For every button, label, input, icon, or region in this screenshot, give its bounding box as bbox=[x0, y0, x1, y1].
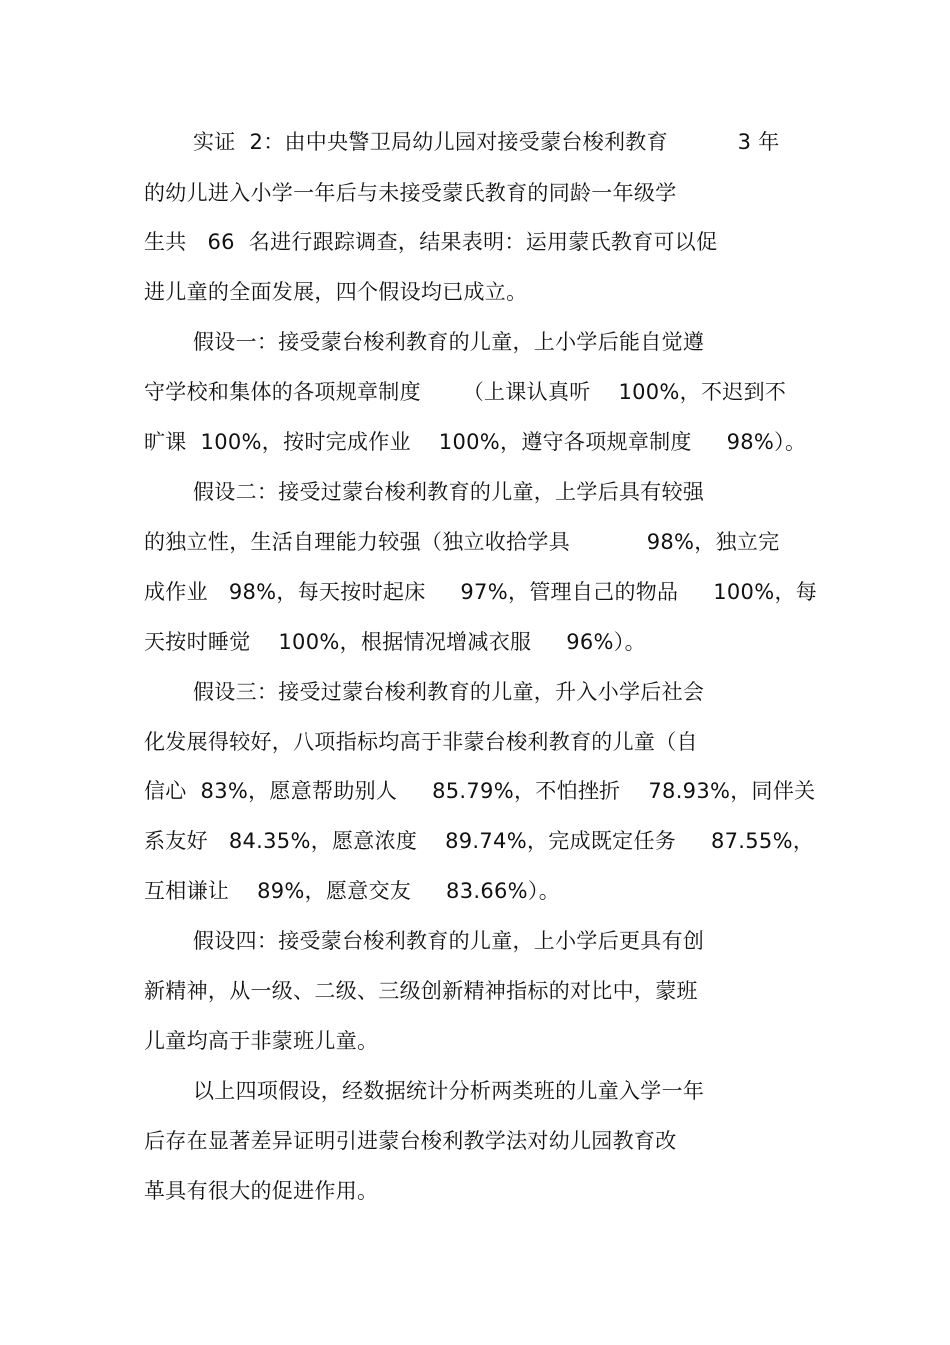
text-line: 互相谦让 89%，愿意交友 83.66%）。 bbox=[144, 879, 561, 903]
text-line: 信心 83%，愿意帮助别人 85.79%，不怕挫折 78.93%，同伴关 bbox=[144, 779, 816, 803]
text-line: 假设四：接受蒙台梭利教育的儿童，上小学后更具有创 bbox=[193, 929, 705, 953]
text-line: 新精神，从一级、二级、三级创新精神指标的对比中，蒙班 bbox=[144, 979, 698, 1003]
text-line: 守学校和集体的各项规章制度 （上课认真听 100%，不迟到不 bbox=[144, 380, 787, 404]
text-line: 旷课 100%，按时完成作业 100%，遵守各项规章制度 98%）。 bbox=[144, 430, 807, 454]
text-line: 儿童均高于非蒙班儿童。 bbox=[144, 1029, 379, 1053]
text-line: 化发展得较好，八项指标均高于非蒙台梭利教育的儿童（自 bbox=[144, 730, 698, 754]
text-line: 实证 2：由中央警卫局幼儿园对接受蒙台梭利教育 3 年 bbox=[193, 130, 780, 154]
text-line: 系友好 84.35%，愿意浓度 89.74%，完成既定任务 87.55%， bbox=[144, 829, 815, 853]
text-line: 假设一：接受蒙台梭利教育的儿童，上小学后能自觉遵 bbox=[193, 330, 705, 354]
text-line: 假设三：接受过蒙台梭利教育的儿童，升入小学后社会 bbox=[193, 680, 705, 704]
text-line: 生共 66 名进行跟踪调查，结果表明：运用蒙氏教育可以促 bbox=[144, 230, 718, 254]
text-line: 革具有很大的促进作用。 bbox=[144, 1179, 379, 1203]
text-line: 进儿童的全面发展，四个假设均已成立。 bbox=[144, 280, 528, 304]
text-line: 后存在显著差异证明引进蒙台梭利教学法对幼儿园教育改 bbox=[144, 1129, 677, 1153]
text-line: 以上四项假设，经数据统计分析两类班的儿童入学一年 bbox=[193, 1079, 705, 1103]
text-line: 的幼儿进入小学一年后与未接受蒙氏教育的同龄一年级学 bbox=[144, 181, 677, 205]
text-line: 成作业 98%，每天按时起床 97%，管理自己的物品 100%，每 bbox=[144, 580, 818, 604]
text-line: 天按时睡觉 100%，根据情况增减衣服 96%）。 bbox=[144, 630, 646, 654]
text-line: 的独立性，生活自理能力较强（独立收拾学具 98%，独立完 bbox=[144, 530, 780, 554]
text-line: 假设二：接受过蒙台梭利教育的儿童，上学后具有较强 bbox=[193, 480, 705, 504]
